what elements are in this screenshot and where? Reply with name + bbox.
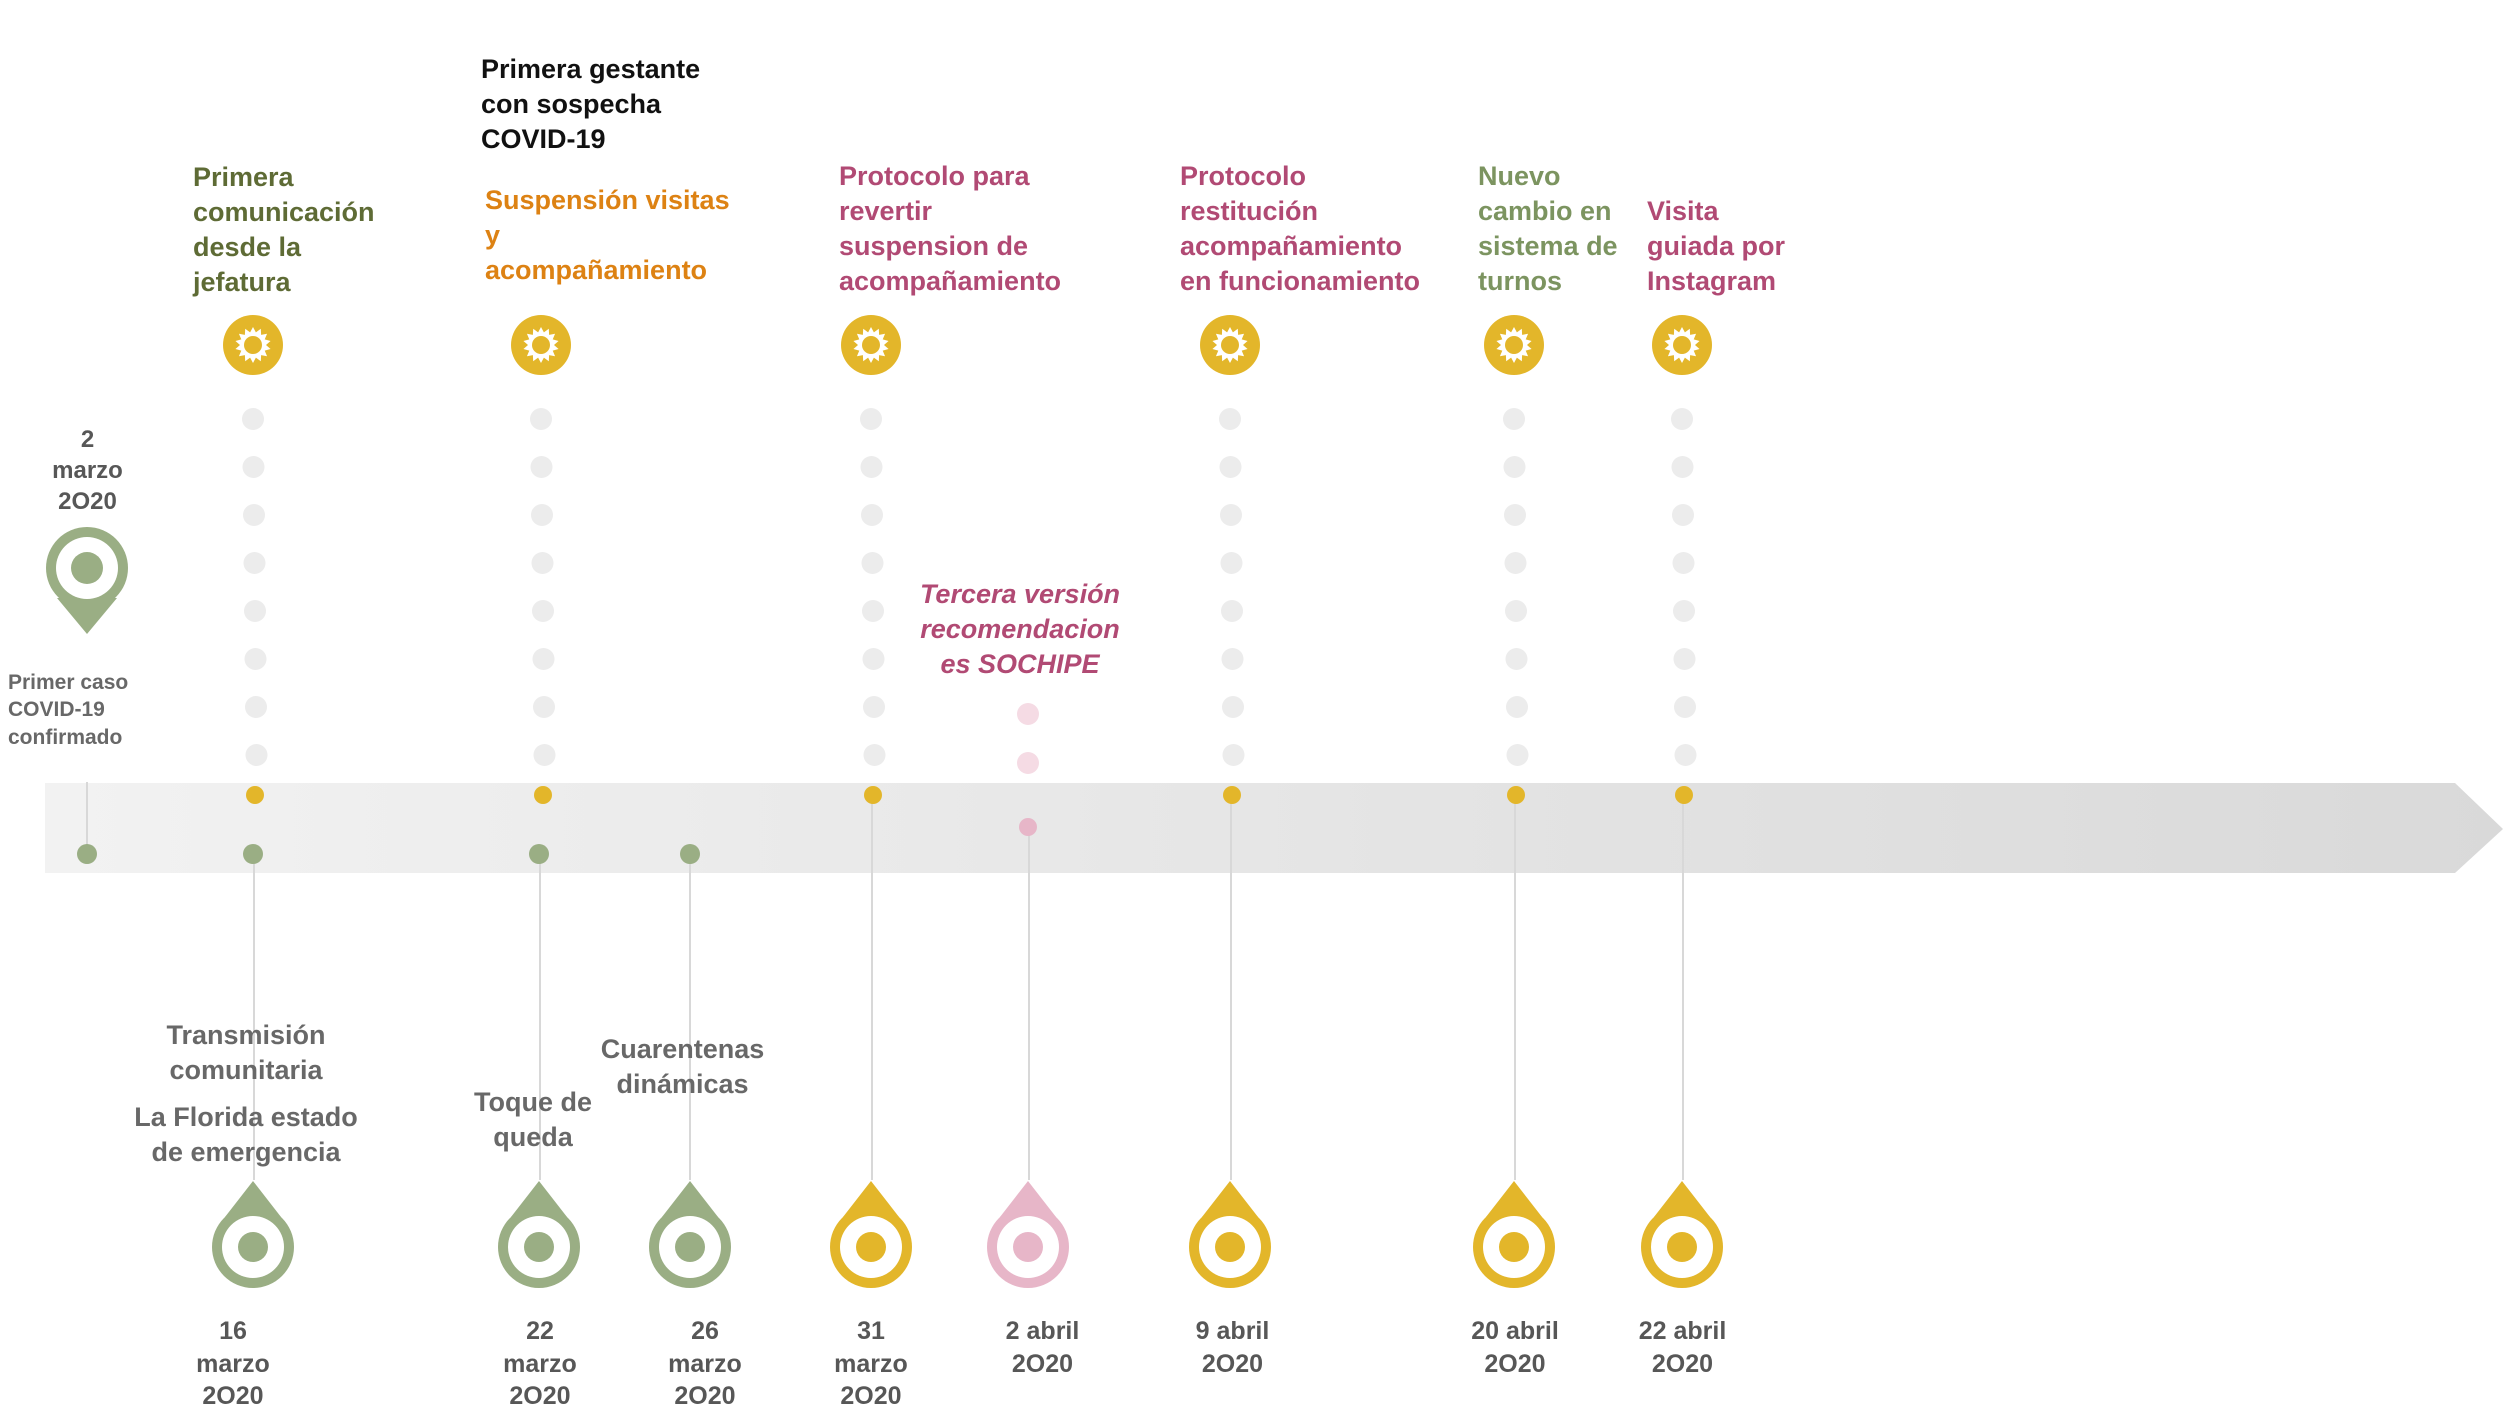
dot-restitucion	[1223, 744, 1245, 766]
dot-turnos	[1505, 600, 1527, 622]
label-protocolo-revertir: Protocolo para revertir suspension de acompañamiento	[839, 161, 1062, 297]
date-22-marzo: 22 marzo 2O20	[503, 1317, 577, 1410]
timeline-point-22-marzo	[529, 844, 549, 864]
dot-turnos	[1507, 744, 1529, 766]
dot-instagram	[1673, 552, 1695, 574]
dot-restitucion	[1221, 600, 1243, 622]
dot-restitucion	[1221, 552, 1243, 574]
dot-instagram	[1674, 648, 1696, 670]
timeline-point-16-marzo	[243, 844, 263, 864]
dot-restitucion	[1219, 408, 1241, 430]
dot-sochipe	[1017, 703, 1039, 725]
start-location-pin	[46, 527, 128, 634]
label-la-florida-emergencia: La Florida estado de emergencia	[134, 1102, 358, 1168]
dot-revertir	[862, 600, 884, 622]
dot-instagram	[1674, 696, 1696, 718]
dot-turnos	[1506, 696, 1528, 718]
date-16-marzo: 16 marzo 2O20	[196, 1317, 270, 1410]
sun-icon-instagram	[1652, 315, 1712, 375]
dot-jefatura	[244, 552, 266, 574]
date-20-abril: 20 abril 2O20	[1471, 1317, 1559, 1378]
dot-instagram	[1673, 600, 1695, 622]
label-suspension-visitas: Suspensión visitas y acompañamiento	[485, 185, 730, 286]
dot-turnos	[1505, 552, 1527, 574]
label-cuarentenas-dinamicas: Cuarentenas dinámicas	[600, 1034, 765, 1100]
dot-suspension	[530, 408, 552, 430]
dot-restitucion	[1220, 504, 1242, 526]
label-primera-gestante: Primera gestante con sospecha COVID-19	[481, 54, 701, 155]
start-date-label: 2 marzo 2O20	[52, 426, 123, 516]
label-tercera-version-sochipe: Tercera versión recomendacion es SOCHIPE	[919, 579, 1121, 680]
dot-suspension	[533, 696, 555, 718]
start-event-label: Primer caso COVID-19 confirmado	[8, 671, 129, 749]
dot-restitucion	[1222, 648, 1244, 670]
dot-instagram	[1672, 456, 1694, 478]
dot-suspension	[531, 504, 553, 526]
dot-sochipe	[1017, 752, 1039, 774]
timeline-point-26-marzo	[680, 844, 700, 864]
dot-restitucion	[1220, 456, 1242, 478]
timeline-point-revertir	[864, 786, 882, 804]
label-primera-comunicacion: Primera comunicación desde la jefatura	[193, 162, 375, 298]
date-26-marzo: 26 marzo 2O20	[668, 1317, 742, 1410]
dot-revertir	[862, 552, 884, 574]
dot-suspension	[533, 648, 555, 670]
marker-31-marzo	[830, 1181, 912, 1288]
dot-turnos	[1503, 408, 1525, 430]
sun-icon-suspension	[511, 315, 571, 375]
marker-9-abril	[1189, 1181, 1271, 1288]
dot-turnos	[1504, 504, 1526, 526]
label-transmision-comunitaria: Transmisión comunitaria	[166, 1020, 326, 1086]
dot-jefatura	[243, 504, 265, 526]
dot-revertir	[864, 744, 886, 766]
dot-suspension	[531, 456, 553, 478]
dot-jefatura	[244, 600, 266, 622]
dot-suspension	[532, 600, 554, 622]
sun-icon-jefatura	[223, 315, 283, 375]
dot-restitucion	[1222, 696, 1244, 718]
timeline-point-turnos	[1507, 786, 1525, 804]
timeline-point-start	[77, 844, 97, 864]
dot-instagram	[1675, 744, 1697, 766]
date-22-abril: 22 abril 2O20	[1638, 1317, 1727, 1378]
dot-revertir	[861, 456, 883, 478]
dot-instagram	[1672, 504, 1694, 526]
marker-22-marzo	[498, 1181, 580, 1288]
marker-16-marzo	[212, 1181, 294, 1288]
dot-revertir	[863, 648, 885, 670]
dot-revertir	[861, 504, 883, 526]
dot-turnos	[1506, 648, 1528, 670]
timeline-point-restitucion	[1223, 786, 1241, 804]
dot-revertir	[863, 696, 885, 718]
dot-suspension	[534, 744, 556, 766]
sun-icon-restitucion	[1200, 315, 1260, 375]
dot-instagram	[1671, 408, 1693, 430]
dot-suspension	[532, 552, 554, 574]
label-toque-de-queda: Toque de queda	[474, 1087, 592, 1153]
date-2-abril: 2 abril 2O20	[1005, 1317, 1080, 1378]
dot-jefatura	[246, 744, 268, 766]
sun-icon-turnos	[1484, 315, 1544, 375]
marker-26-marzo	[649, 1181, 731, 1288]
dot-jefatura	[243, 456, 265, 478]
timeline-point-suspension	[534, 786, 552, 804]
timeline-point-sochipe	[1019, 818, 1037, 836]
label-nuevo-cambio-turnos: Nuevo cambio en sistema de turnos	[1478, 161, 1618, 297]
timeline-point-instagram	[1675, 786, 1693, 804]
sun-icon-revertir	[841, 315, 901, 375]
date-9-abril: 9 abril 2O20	[1195, 1317, 1270, 1378]
dot-turnos	[1504, 456, 1526, 478]
dot-revertir	[860, 408, 882, 430]
label-protocolo-restitucion: Protocolo restitución acompañamiento en funcionamiento	[1180, 161, 1421, 297]
timeline-arrow-band	[45, 783, 2503, 873]
marker-2-abril	[987, 1181, 1069, 1288]
dot-jefatura	[245, 696, 267, 718]
marker-20-abril	[1473, 1181, 1555, 1288]
timeline-point-jefatura	[246, 786, 264, 804]
date-31-marzo: 31 marzo 2O20	[834, 1317, 908, 1410]
marker-22-abril	[1641, 1181, 1723, 1288]
dot-jefatura	[245, 648, 267, 670]
label-visita-instagram: Visita guiada por Instagram	[1647, 196, 1786, 297]
dot-jefatura	[242, 408, 264, 430]
